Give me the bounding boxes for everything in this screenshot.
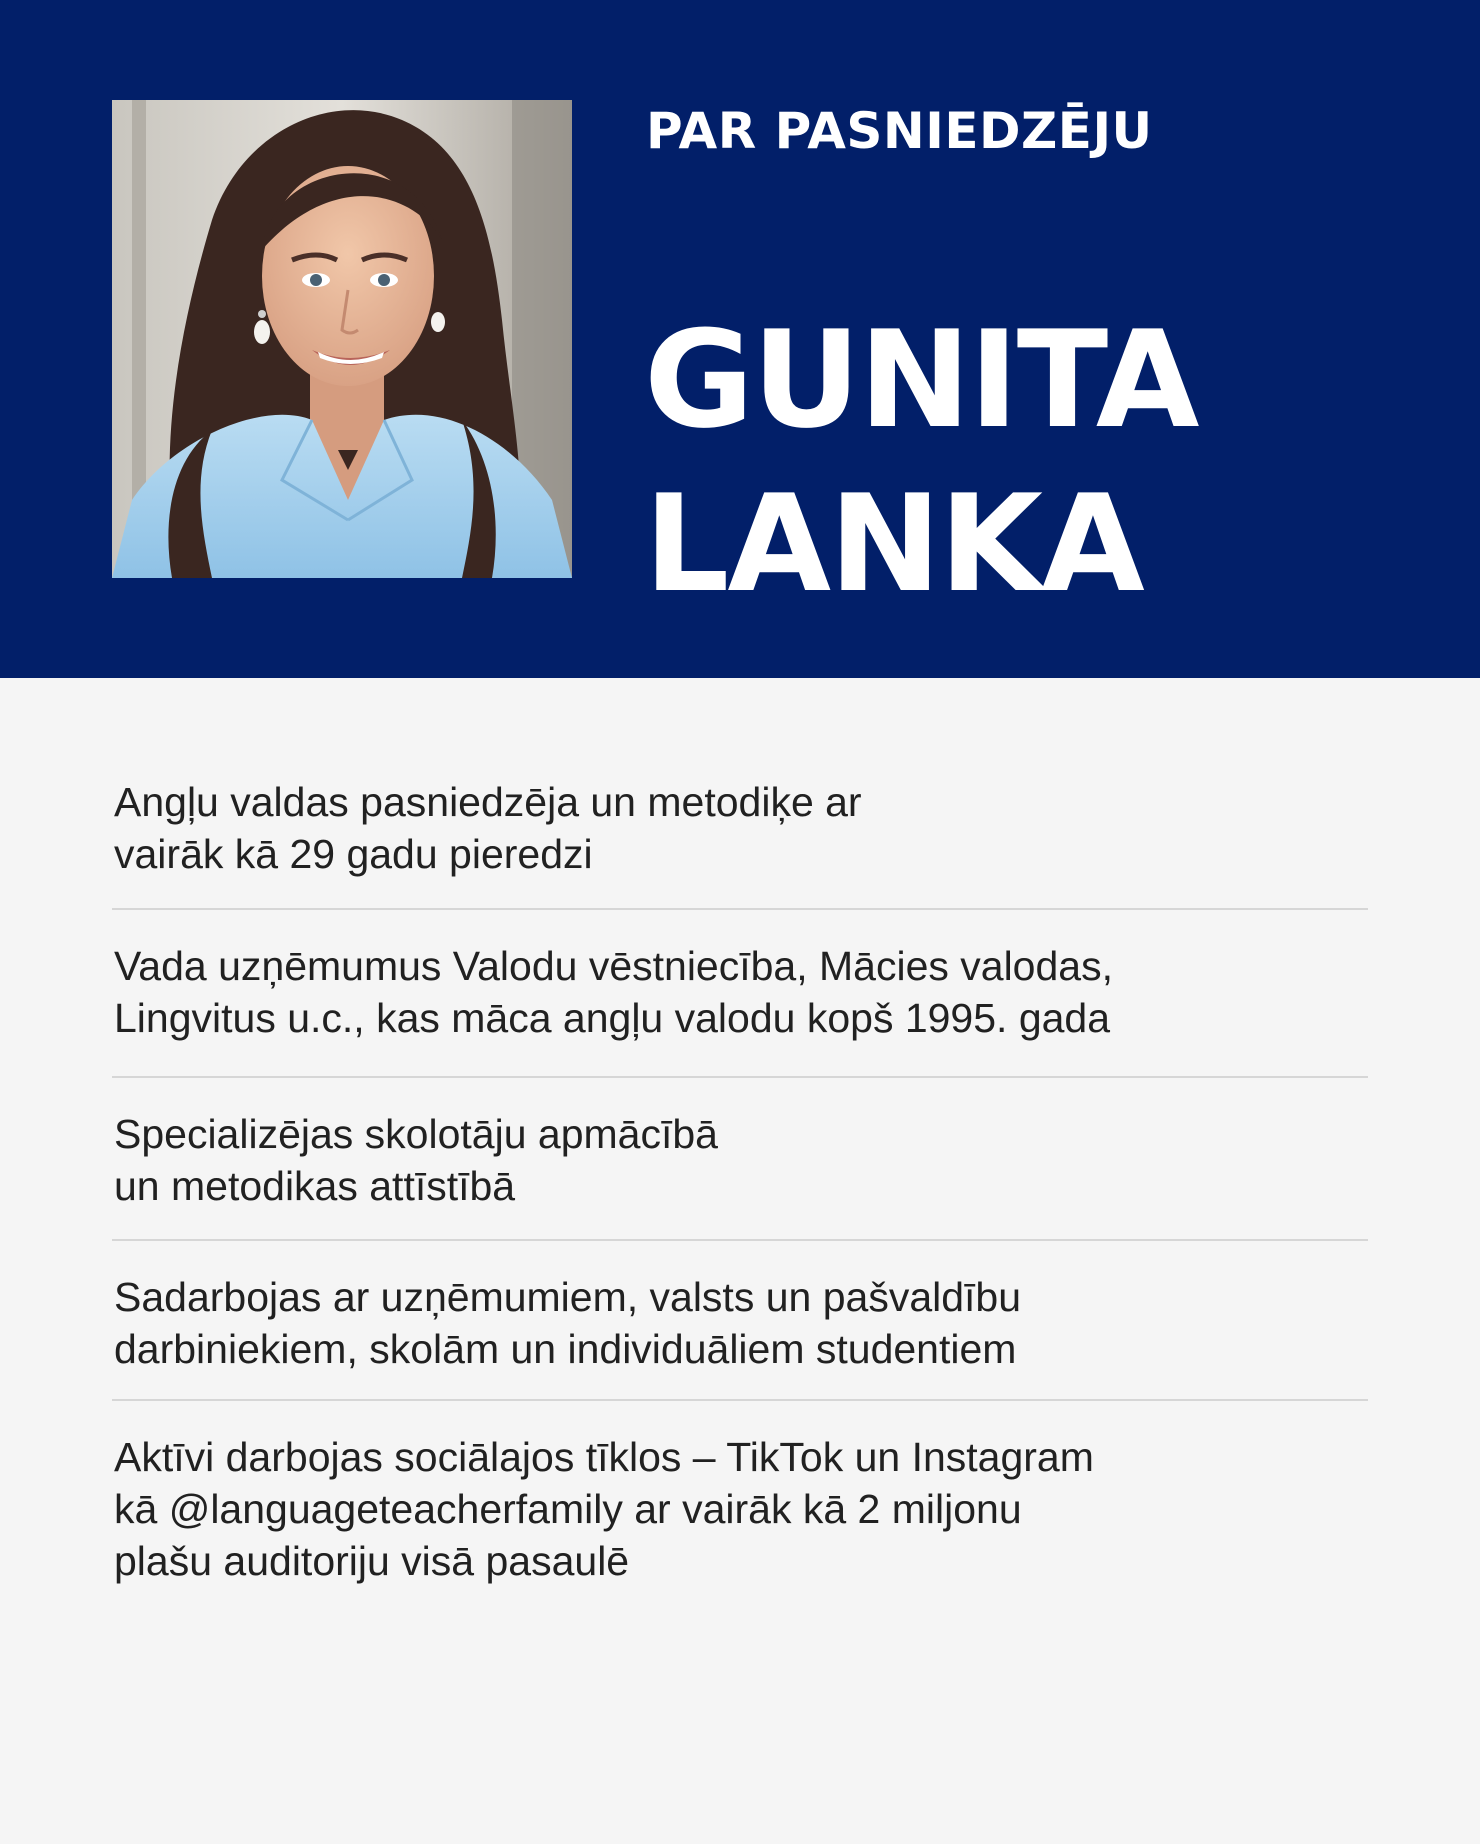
fact-text-line: Vada uzņēmumus Valodu vēstniecība, Mācies valodas,: [114, 943, 1113, 989]
fact-text-line: Aktīvi darbojas sociālajos tīklos – TikTok un Instagram: [114, 1434, 1094, 1480]
fact-text-line: Sadarbojas ar uzņēmumiem, valsts un pašvaldību: [114, 1274, 1022, 1320]
fact-text-line: darbiniekiem, skolām un individuāliem studentiem: [114, 1326, 1017, 1372]
facts-list: [112, 768, 1368, 1587]
section-eyebrow: PAR PASNIEDZĒJU: [646, 102, 1153, 160]
fact-text-line: Angļu valdas pasniedzēja un metodiķe ar: [114, 779, 862, 825]
teacher-first-name: GUNITA: [644, 302, 1198, 458]
fact-item: [112, 1078, 1368, 1241]
teacher-portrait-photo: [112, 100, 572, 578]
fact-item: [112, 1241, 1368, 1401]
fact-text-line: un metodikas attīstībā: [114, 1163, 516, 1209]
fact-text-line: Lingvitus u.c., kas māca angļu valodu kopš 1995. gada: [114, 995, 1111, 1041]
fact-text-line: vairāk kā 29 gadu pieredzi: [114, 831, 593, 877]
teacher-name: [644, 298, 1198, 626]
fact-item: [112, 910, 1368, 1078]
teacher-last-name: LANKA: [644, 466, 1143, 622]
fact-text-line: Specializējas skolotāju apmācībā: [114, 1111, 718, 1157]
fact-text-line: kā @languageteacherfamily ar vairāk kā 2 miljonu: [114, 1486, 1022, 1532]
fact-item: [112, 768, 1368, 910]
fact-text-line: plašu auditoriju visā pasaulē: [114, 1538, 630, 1584]
header-banner: [0, 0, 1480, 678]
fact-item: [112, 1401, 1368, 1587]
